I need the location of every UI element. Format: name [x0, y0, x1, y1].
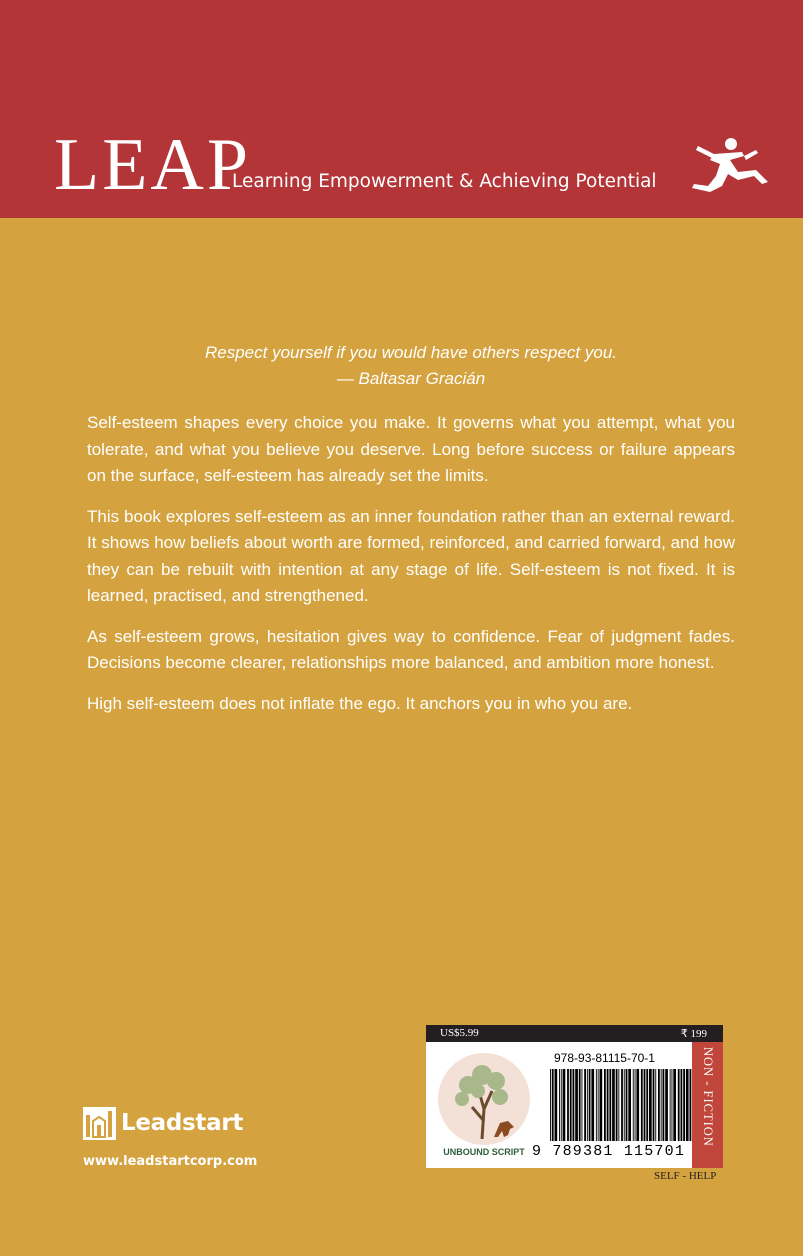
barcode-bar	[570, 1069, 572, 1141]
leap-logo-text: LEAP	[54, 124, 251, 206]
epigraph-text: Respect yourself if you would have others respect you.	[205, 343, 617, 362]
barcode-bar	[628, 1069, 631, 1141]
barcode-bar	[649, 1069, 652, 1141]
barcode-bar	[591, 1069, 594, 1141]
blurb-paragraph: As self-esteem grows, hesitation gives way to confidence. Fear of judgment fades. Decisions become clearer, relationships more balanced, and ambition more honest.	[87, 626, 735, 672]
blurb-paragraph: This book explores self-esteem as an inner foundation rather than an external reward. It shows how beliefs about worth are formed, reinforced, and carried forward, and how they can be rebuilt with intention at any stage of life. Self-esteem is not fixed. It is learned, practised, and strengthened.	[87, 506, 735, 605]
barcode-bar	[552, 1069, 554, 1141]
publisher-logo	[83, 1106, 243, 1140]
barcode-bar	[587, 1069, 588, 1141]
barcode-bar	[561, 1069, 562, 1141]
back-cover-text	[87, 340, 735, 717]
imprint-name: UNBOUND SCRIPT	[443, 1147, 525, 1157]
barcode-bar	[589, 1069, 591, 1141]
genre-label: NON - FICTION	[701, 1047, 715, 1147]
barcode-bar	[644, 1069, 646, 1141]
barcode-bar	[604, 1069, 606, 1141]
barcode-bar	[609, 1069, 611, 1141]
barcode-bar	[573, 1069, 575, 1141]
epigraph	[87, 340, 735, 392]
barcode-bar	[683, 1069, 685, 1141]
publisher-building-icon	[83, 1107, 116, 1140]
barcode-bar	[646, 1069, 648, 1141]
barcode-bar	[624, 1069, 625, 1141]
barcode-bar	[626, 1069, 628, 1141]
barcode-bar	[616, 1069, 618, 1141]
barcode-bar	[681, 1069, 683, 1141]
barcode-bar	[555, 1069, 558, 1141]
barcode-bar	[655, 1069, 656, 1141]
barcode-bar	[579, 1069, 581, 1141]
barcode-bar	[673, 1069, 676, 1141]
barcode-bar	[596, 1069, 597, 1141]
publisher-name: Leadstart	[121, 1110, 244, 1136]
barcode-bar	[612, 1069, 615, 1141]
barcode-bar	[670, 1069, 671, 1141]
barcode-bar	[582, 1069, 583, 1141]
barcode-bar	[661, 1069, 662, 1141]
barcode-bar	[563, 1069, 566, 1141]
header-banner	[0, 0, 803, 218]
barcode-bar	[600, 1069, 603, 1141]
barcode-bar	[550, 1069, 551, 1141]
barcode-bar	[658, 1069, 660, 1141]
price-usd: US$5.99	[440, 1027, 479, 1039]
category-label: SELF - HELP	[654, 1170, 717, 1182]
barcode-bar	[672, 1069, 673, 1141]
barcode-panel	[426, 1025, 723, 1168]
price-bar	[426, 1025, 723, 1042]
barcode-bar	[636, 1069, 639, 1141]
barcode-bar	[567, 1069, 569, 1141]
barcode-bar	[575, 1069, 578, 1141]
barcode-bar	[618, 1069, 619, 1141]
barcode-bars	[548, 1069, 698, 1141]
barcode-bar	[678, 1069, 680, 1141]
barcode-bar	[559, 1069, 560, 1141]
barcode-digits: 9 789381 115701	[532, 1143, 686, 1160]
leap-tagline: Learning Empowerment & Achieving Potential	[232, 171, 657, 192]
isbn-number: 978-93-81115-70-1	[554, 1051, 655, 1065]
publisher-url: www.leadstartcorp.com	[83, 1154, 258, 1169]
epigraph-author: — Baltasar Gracián	[336, 369, 486, 388]
blurb-paragraph: High self-esteem does not inflate the ego. It anchors you in who you are.	[87, 693, 633, 713]
unbound-script-emblem	[434, 1051, 534, 1161]
barcode-bar	[641, 1069, 643, 1141]
barcode-bar	[653, 1069, 655, 1141]
barcode-bar	[665, 1069, 668, 1141]
running-figure-icon	[684, 134, 774, 200]
barcode-bar	[663, 1069, 665, 1141]
price-inr: ₹ 199	[680, 1028, 707, 1040]
barcode-bar	[607, 1069, 609, 1141]
barcode-bar	[621, 1069, 623, 1141]
barcode-bar	[584, 1069, 586, 1141]
barcode-bar	[635, 1069, 636, 1141]
blurb-paragraph: Self-esteem shapes every choice you make. It governs what you attempt, what you tolerate, and what you believe you deserve. Long before success or failure appears on the surface, self-esteem has already set the limits.	[87, 413, 735, 485]
barcode-bar	[598, 1069, 599, 1141]
barcode-bar	[686, 1069, 689, 1141]
barcode-bar	[633, 1069, 634, 1141]
